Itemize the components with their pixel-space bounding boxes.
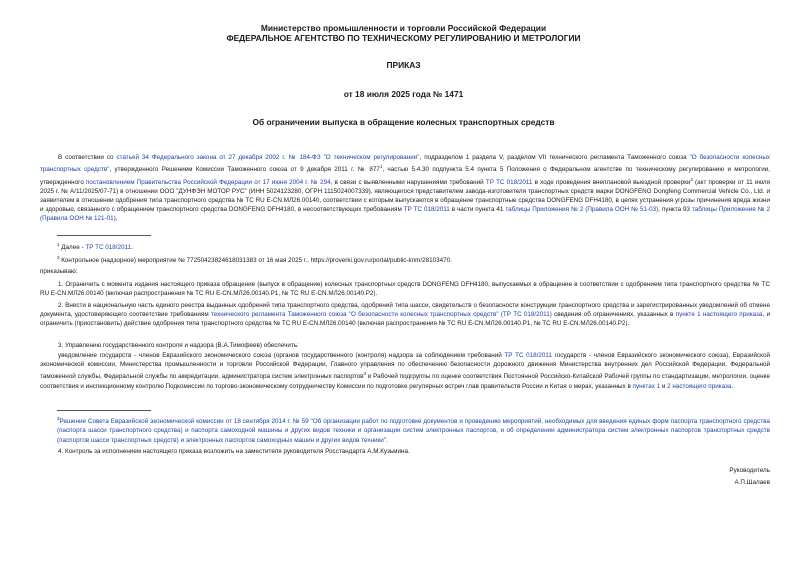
signatory-name: А.П.Шалаев (734, 479, 770, 486)
item-1: 1. Ограничить с момента издания настоящего приказа обращение (выпуск в обращение) колесных транспортных средств DONGFENG DFH4180, выпускаемых в обращение в соответствии с одобрением типа транспортного средства № TC RU E-CN.МЛ26.00140 (включая распространения № TC RU E-CN.МЛ26.00140.P1, № TC RU E-CN.МЛ26.00140.P2). (40, 281, 770, 298)
item-3: 3. Управлению государственного контроля и надзора (В.А.Тимофеев) обеспечить: (58, 342, 299, 349)
government-decree-link[interactable]: постановлением Правительства Российской Федерации от 17 июня 2004 г. № 294 (86, 178, 331, 186)
footnote-ref[interactable]: 1 (379, 164, 383, 170)
footnote-ref[interactable]: 2 (690, 176, 693, 182)
footnote-1: $^1$ Далее - ТР ТС 018/2011. (57, 242, 133, 252)
tr-ts-link[interactable]: ТР ТС 018/2011 (403, 206, 450, 214)
footnote-separator (57, 410, 151, 411)
order-word: приказываю: (40, 268, 78, 275)
items-1-link[interactable]: пунктах 1 (632, 382, 661, 390)
un-rule-121-link[interactable]: таблицы Приложения № 2 (Правила ООН № 121-01) (40, 206, 770, 223)
doc-type: ПРИКАЗ (386, 60, 421, 70)
doc-title: Об ограничении выпуска в обращение колесных транспортных средств (252, 117, 555, 127)
law-link[interactable]: статьей 34 Федерального закона от 27 декабря 2002 г. № 184-ФЗ "О техническом регулировании" (116, 154, 420, 161)
signatory-role: Руководитель (729, 467, 770, 474)
tr-ts-link[interactable]: ТР ТС 018/2011 (504, 352, 552, 359)
footnote-ref[interactable]: 3 (363, 371, 366, 377)
un-rule-51-link[interactable]: таблицы Приложения № 2 (Правила ООН № 51-03) (505, 206, 659, 214)
ministry-name: Министерство промышленности и торговли Российской Федерации (260, 23, 547, 33)
tr-ts-full-link[interactable]: технического регламента Таможенного союза "О безопасности колесных транспортных средств" (ТР ТС 018/2011) (210, 311, 552, 319)
item-1-link[interactable]: пункте 1 настоящего приказа (675, 311, 763, 319)
item-2-link[interactable]: 2 настоящего приказа (667, 382, 732, 390)
item-3-notification: уведомление государств - членов Евразийского экономического союза (органов государственного (контроля) надзора за соблюдением требований ТР ТС 018/2011 государств - членов Евразийского экономического союза), Евразийской экономической комиссии, Министерства промышленности и торговли Российской Федерации, Главного управления по обеспечению безопасности дорожного движения Министерства внутренних дел Российской Федерации, Федеральной таможенной службы, Федеральной службы по аккредитации, администратора систем электронных паспортов$^3$ и Рабочей подгруппы по оценке соответствия Постоянной Российско-Китайской Рабочей группы по стандартизации, метрологии, оценке соответствия и инспекционному контролю Подкомиссии по торгово-экономическому сотрудничеству Комиссии по подготовке регулярных встреч глав правительств России и Китая о мерах, указанных в пунктах 1 и 2 настоящего приказа. (40, 352, 770, 390)
preamble: В соответствии со статьей 34 Федерального закона от 27 декабря 2002 г. № 184-ФЗ "О техническом регулировании", подразделом 1 раздела V, разделом VII технического регламента Таможенного союза "О безопасности колесных транспортных средств", утвержденного Решением Комиссии Таможенного союза от 9 декабря 2011 г. № $877^1$, частью 5.4.30 подпункта 5.4 пункта 5 Положения о Федеральном агентстве по техническому регулированию и метрологии, утвержденного постановлением Правительства Российской Федерации от 17 июня 2004 г. № 294, в связи с выявленными нарушениями требований ТР ТС 018/2011 в ходе проведения внеплановой выездной проверки$^2$ (акт проверки от 11 июля 2025 г. № А/11/2025/07-71) в отношении ООО "ДУНФЭН МОТОР РУС" (ИНН 5024123280, ОГРН 1115024007339), являющегося представителем завода-изготовителя транспортных средств марки DONGFENG Dongfeng Commercial Vehicle Co., Ltd. и заявителем в отношении одобрения типа транспортного средства № TC RU E-CN.МЛ26.00140, соответствии с которым выпускаются в обращение транспортные средства DONGFENG DFH4180, в целях устранения угрозы причинения вреда жизни и здоровью, связанного с обращением транспортного средства DONGFENG DFH4180, в несоответствующих требованиям ТР ТС 018/2011 в части пункта 41 таблицы Приложения № 2 (Правила ООН № 51-03), пункта 93 таблицы Приложения № 2 (Правила ООН № 121-01), (40, 154, 770, 223)
footnote-3: $^3$Решение Совета Евразийской экономической комиссии от 18 сентября 2014 г. № 59 "Об организации работ по подготовке документов и проведению мероприятий, необходимых для введения единых форм паспорта транспортного средства (паспорта шасси транспортного средства) и паспорта самоходной машины и других видов техники и организации систем электронных паспортов, и об определении администратора систем электронных паспортов транспортных средств (паспортов шасси транспортных средств) и электронных паспортов самоходных машин и других видов техники". (57, 416, 770, 444)
footnote-2: $^2$ Контрольное (надзорное) мероприятие № 77250423824618031383 от 16 мая 2025 г., https://proverki.gov.ru/portal/public-knm/28103470. (57, 255, 452, 265)
doc-date-number: от 18 июля 2025 года № 1471 (343, 89, 464, 99)
agency-name: ФЕДЕРАЛЬНОЕ АГЕНТСТВО ПО ТЕХНИЧЕСКОМУ РЕГУЛИРОВАНИЮ И МЕТРОЛОГИИ (226, 33, 581, 43)
item-2: 2. Внести в национальную часть единого реестра выданных одобрений типа транспортного средства, одобрений типа шасси, свидетельств о безопасности конструкции транспортного средства и зарегистрированных уведомлений об отмене документа, удостоверяющего соответствие требованиям технического регламента Таможенного союза "О безопасности колесных транспортных средств" (ТР ТС 018/2011) сведения об ограничениях, указанных в пункте 1 настоящего приказа, и ограничить (приостановить) действие одобрения типа транспортного средства № TC RU E-CN.МЛ26.00140 (включая распространения № TC RU E-CN.МЛ26.00140.P1, № TC RU E-CN.МЛ26.00140.P2). (40, 302, 770, 328)
item-4: 4. Контроль за исполнением настоящего приказа возложить на заместителя руководителя Росстандарта А.М.Кузьмина. (58, 448, 410, 455)
eec-decision-link[interactable]: Решение Совета Евразийской экономической комиссии от 18 сентября 2014 г. № 59 "Об организации работ по подготовке документов и проведению мероприятий, необходимых для введения единых форм паспорта транспортного средства (паспорта шасси транспортного средства) и паспорта самоходной машины и других видов техники и организации систем электронных паспортов, и об определении администратора систем электронных паспортов транспортных средств (паспортов шасси транспортных средств) и электронных паспортов самоходных машин и других видов техники" (57, 418, 770, 444)
regulation-link[interactable]: "О безопасности колесных транспортных средств" (40, 154, 770, 174)
tr-ts-link[interactable]: ТР ТС 018/2011 (485, 178, 533, 186)
footnote-separator (57, 235, 151, 236)
footnote-tr-ts-link[interactable]: ТР ТС 018/2011 (85, 244, 132, 252)
